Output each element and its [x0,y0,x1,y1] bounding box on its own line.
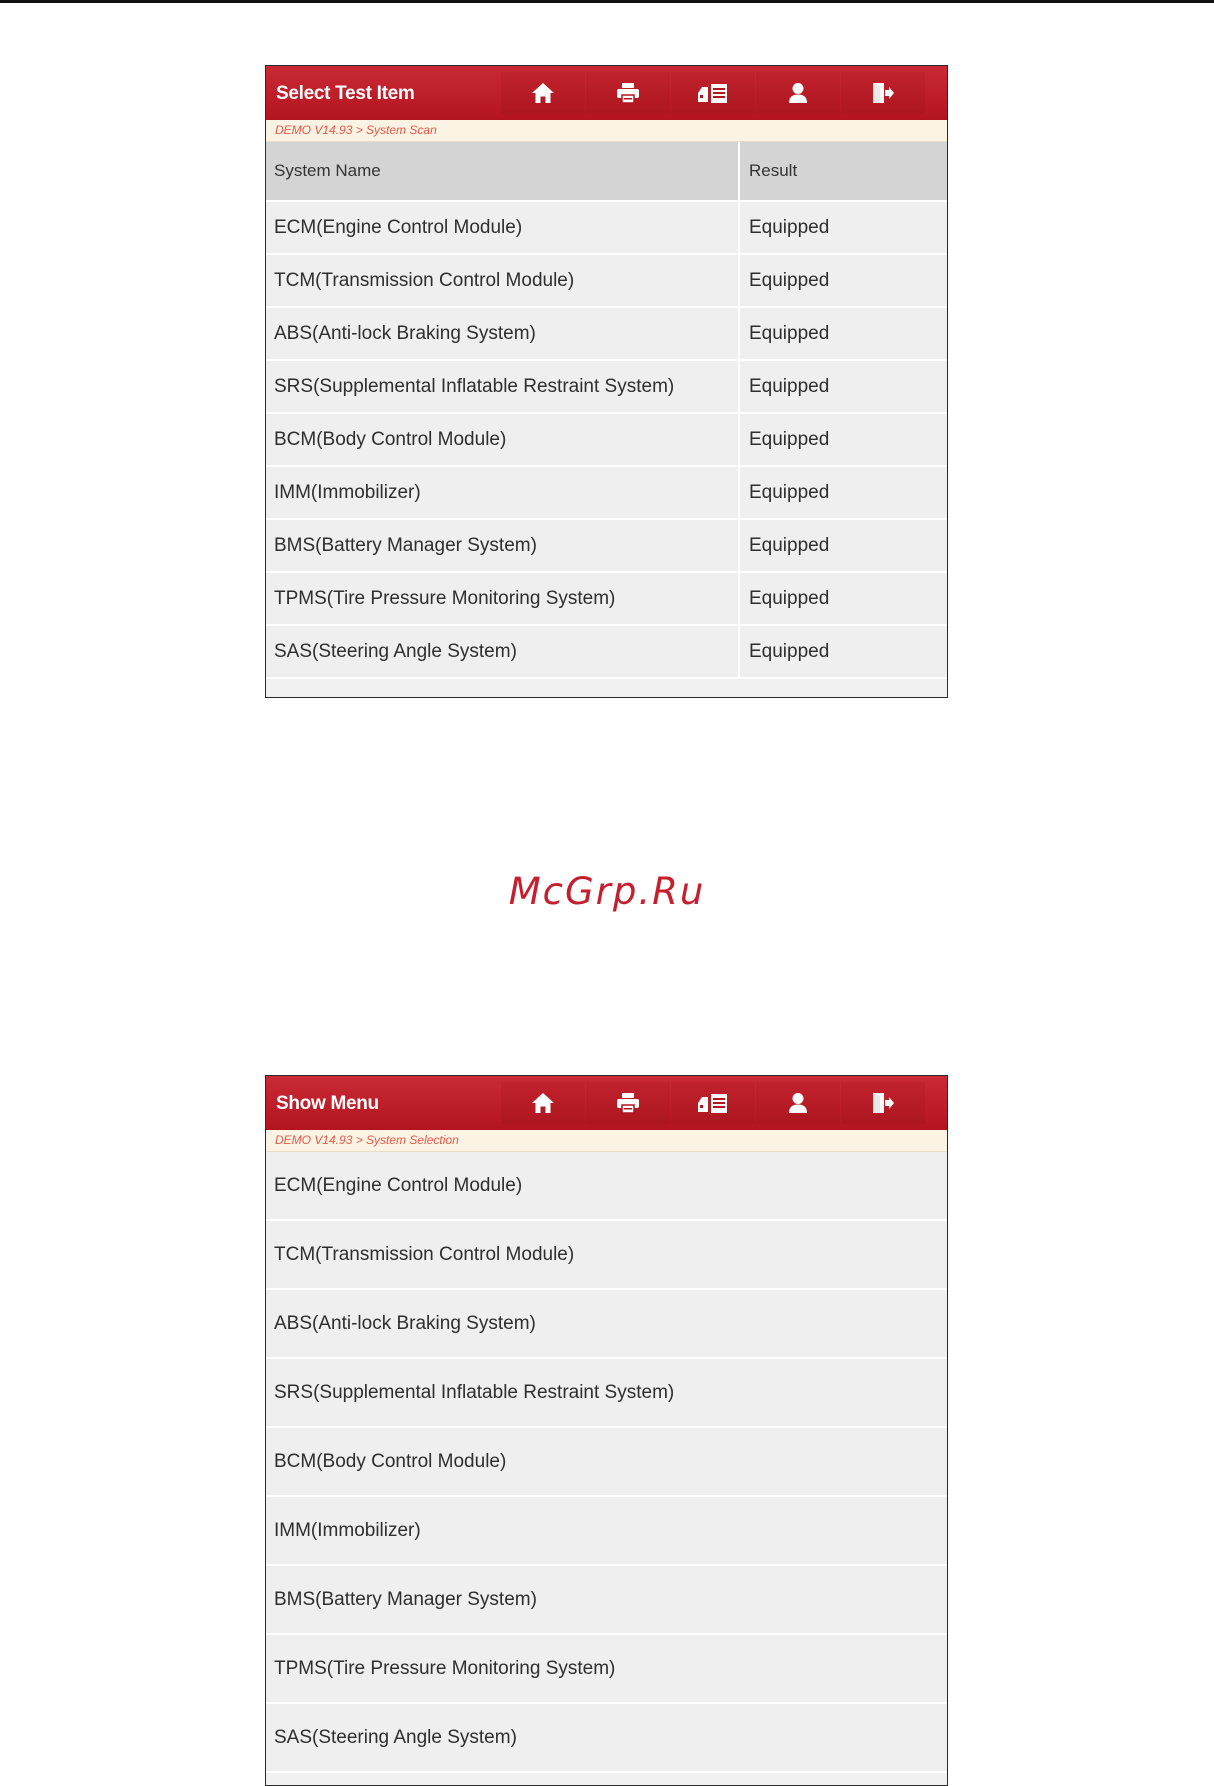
select-test-item-screen [265,65,948,698]
result-cell: Equipped [749,588,830,609]
exit-icon [871,82,895,104]
system-name-cell: ABS(Anti-lock Braking System) [266,308,740,359]
system-name-cell: IMM(Immobilizer) [266,467,740,518]
home-button[interactable] [501,1082,585,1124]
menu-item-ecm[interactable]: ECM(Engine Control Module) [266,1152,947,1221]
system-name-cell: BMS(Battery Manager System) [266,520,740,571]
home-button[interactable] [501,72,585,114]
watermark-text: McGrp.Ru [508,870,706,913]
screen-title: Show Menu [276,1093,379,1114]
home-icon [531,82,555,104]
home-icon [531,1092,555,1114]
user-icon [787,1092,809,1114]
system-name-cell: TPMS(Tire Pressure Monitoring System) [266,573,740,624]
vehicle-menu-icon [696,1092,730,1114]
user-button[interactable] [756,72,840,114]
table-row[interactable] [266,520,947,573]
table-row[interactable] [266,626,947,679]
print-icon [615,82,641,104]
menu-item-bms[interactable]: BMS(Battery Manager System) [266,1566,947,1635]
menu-item-tcm[interactable]: TCM(Transmission Control Module) [266,1221,947,1290]
system-name-cell: ECM(Engine Control Module) [266,202,740,253]
system-name-cell: BCM(Body Control Module) [266,414,740,465]
table-row[interactable] [266,202,947,255]
result-cell: Equipped [749,270,830,291]
result-cell: Equipped [749,323,830,344]
table-row[interactable] [266,361,947,414]
column-header-system-name: System Name [266,142,740,200]
vehicle-menu-button[interactable] [671,72,755,114]
system-name-cell: SRS(Supplemental Inflatable Restraint System) [266,361,740,412]
menu-item-tpms[interactable]: TPMS(Tire Pressure Monitoring System) [266,1635,947,1704]
menu-item-sas[interactable]: SAS(Steering Angle System) [266,1704,947,1773]
table-row[interactable] [266,414,947,467]
page-top-rule [0,0,1214,3]
print-button[interactable] [586,1082,670,1124]
result-cell: Equipped [749,482,830,503]
vehicle-menu-icon [696,82,730,104]
result-cell: Equipped [749,641,830,662]
exit-button[interactable] [841,1082,925,1124]
table-row[interactable] [266,467,947,520]
menu-item-abs[interactable]: ABS(Anti-lock Braking System) [266,1290,947,1359]
user-button[interactable] [756,1082,840,1124]
table-row[interactable] [266,255,947,308]
result-cell: Equipped [749,535,830,556]
result-cell: Equipped [749,429,830,450]
system-name-cell: TCM(Transmission Control Module) [266,255,740,306]
print-button[interactable] [586,72,670,114]
menu-item-srs[interactable]: SRS(Supplemental Inflatable Restraint System) [266,1359,947,1428]
menu-item-imm[interactable]: IMM(Immobilizer) [266,1497,947,1566]
result-cell: Equipped [749,217,830,238]
title-bar [266,1076,947,1130]
toolbar [501,1082,926,1124]
exit-button[interactable] [841,72,925,114]
result-cell: Equipped [749,376,830,397]
menu-item-bcm[interactable]: BCM(Body Control Module) [266,1428,947,1497]
table-header [266,142,947,202]
exit-icon [871,1092,895,1114]
table-row[interactable] [266,573,947,626]
show-menu-screen [265,1075,948,1786]
breadcrumb: DEMO V14.93 > System Selection [266,1130,947,1152]
title-bar [266,66,947,120]
system-name-cell: SAS(Steering Angle System) [266,626,740,677]
toolbar [501,72,926,114]
screen-title: Select Test Item [276,83,415,104]
table-row[interactable] [266,308,947,361]
breadcrumb: DEMO V14.93 > System Scan [266,120,947,142]
vehicle-menu-button[interactable] [671,1082,755,1124]
user-icon [787,82,809,104]
column-header-result: Result [749,161,798,180]
print-icon [615,1092,641,1114]
